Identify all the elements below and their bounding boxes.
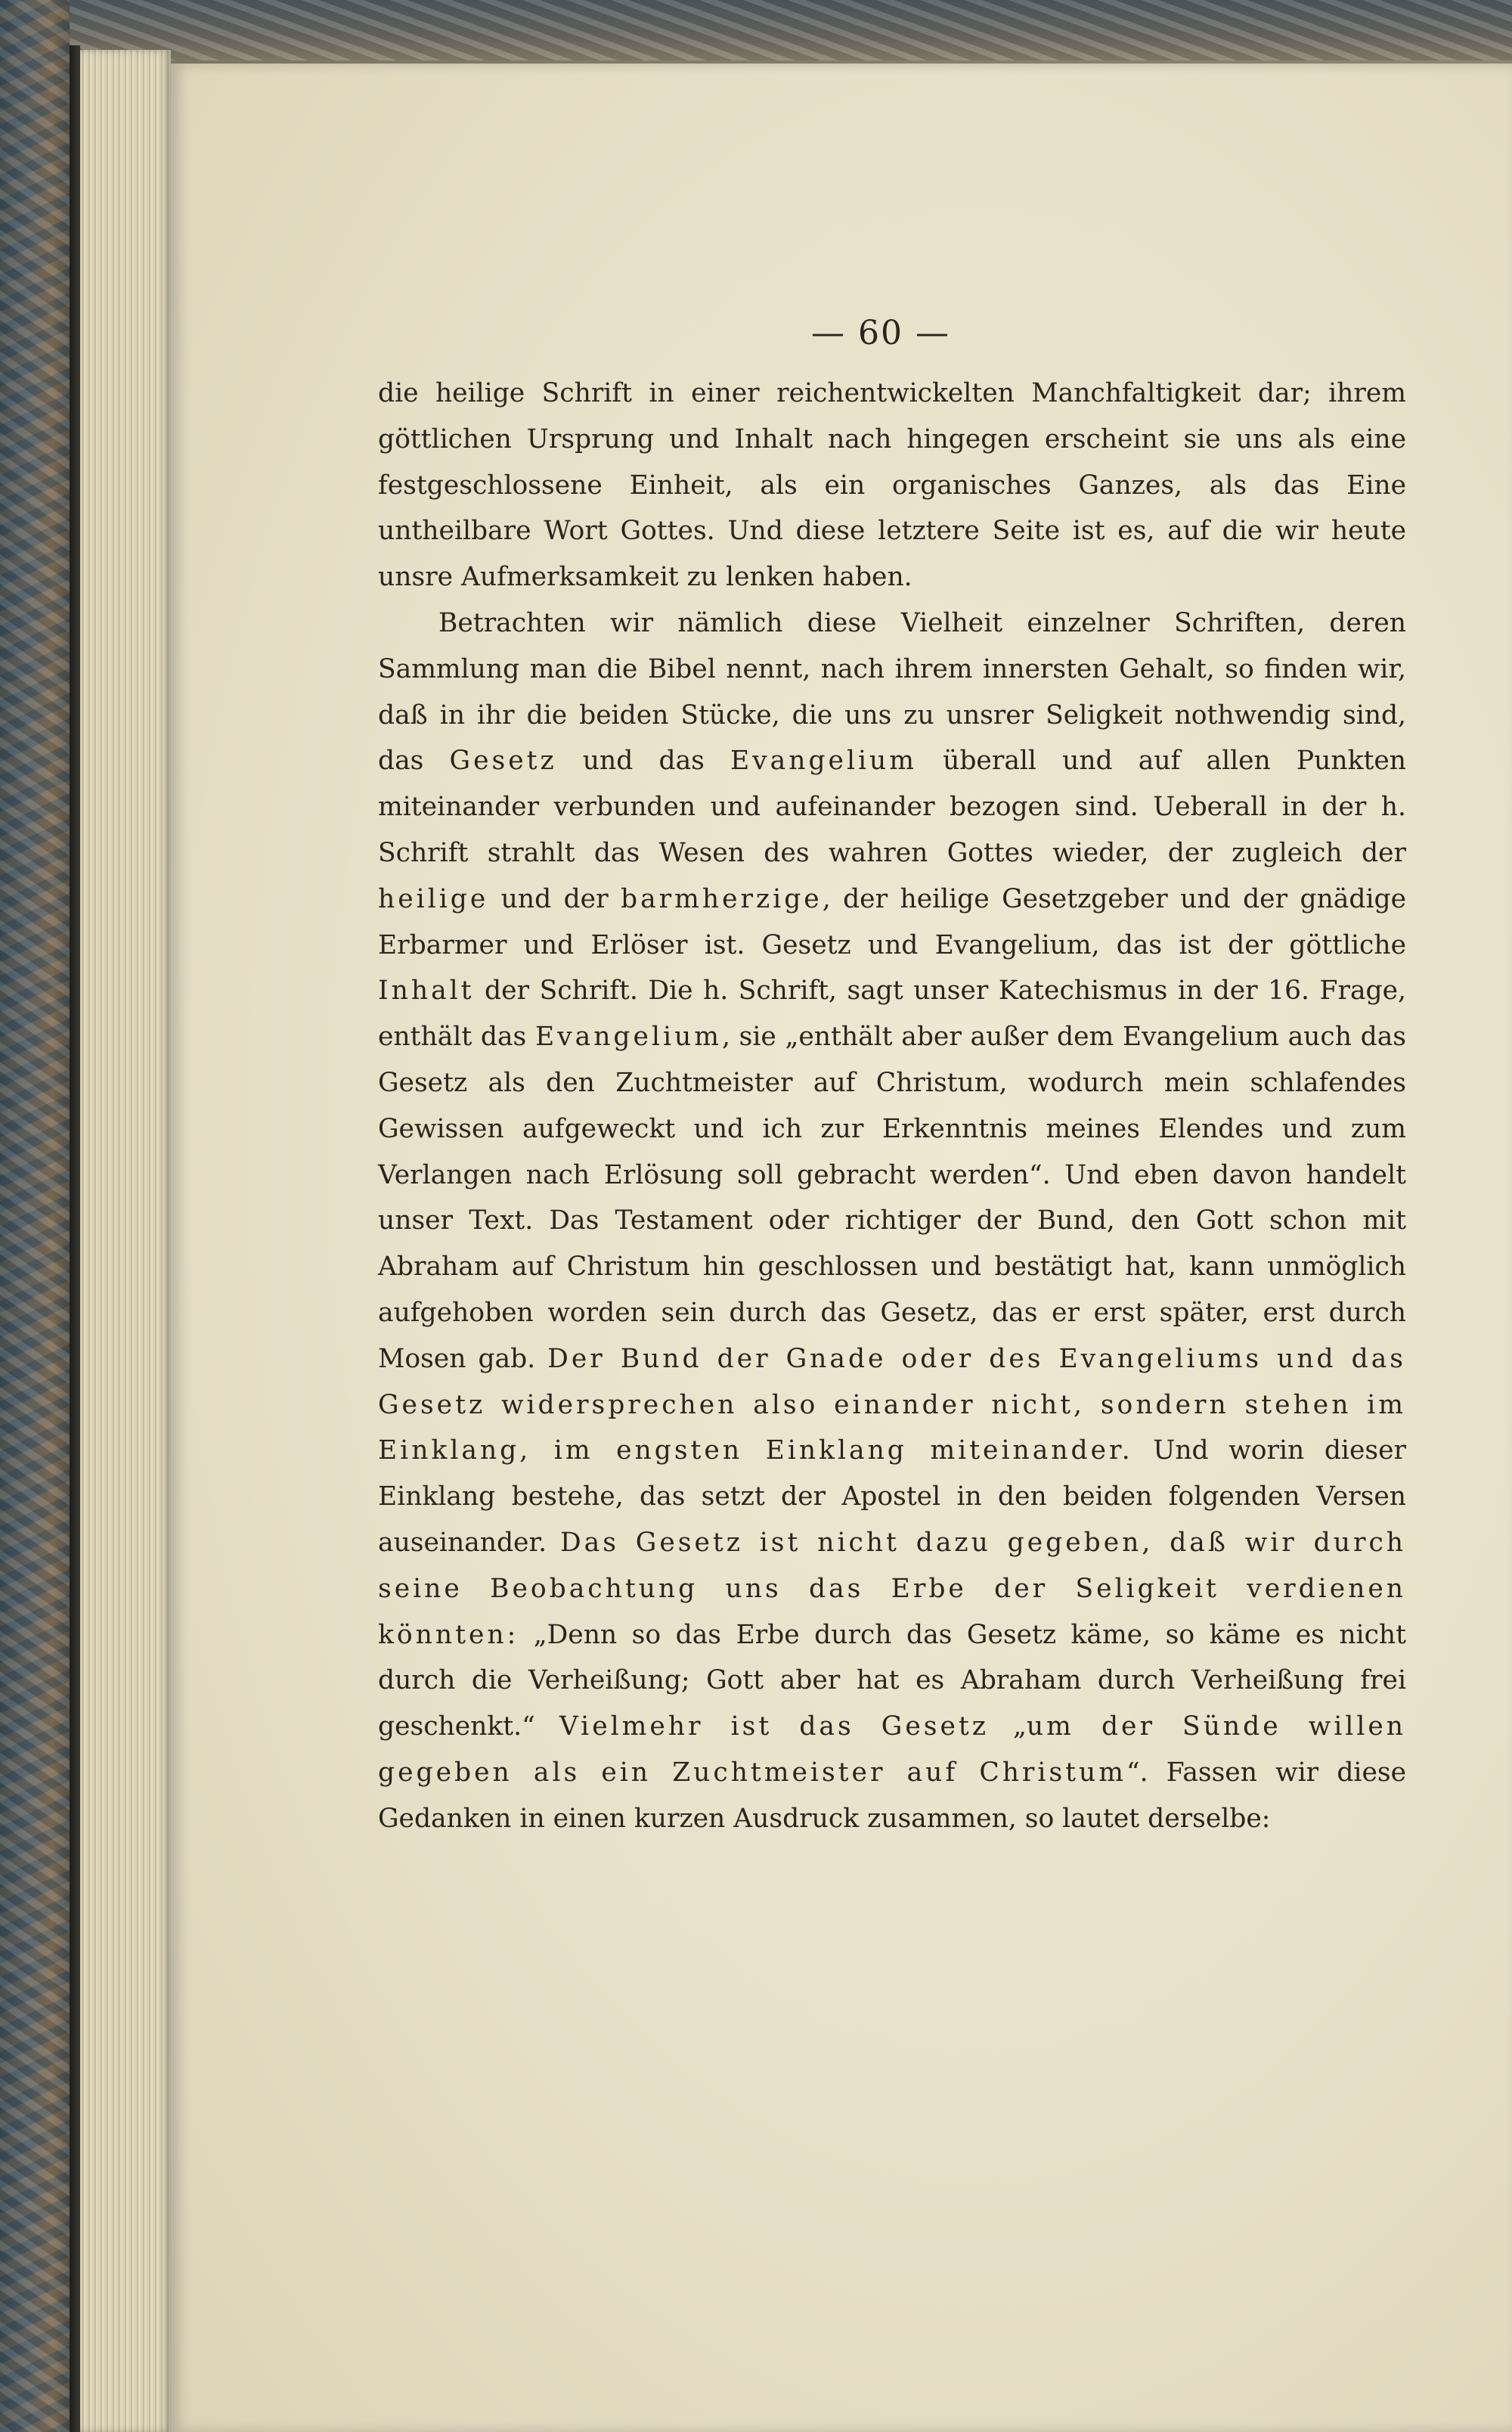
emphasis-spaced: Inhalt bbox=[378, 976, 475, 1007]
book-binding-edge bbox=[70, 45, 80, 2432]
paragraph-2 bbox=[378, 600, 1406, 1842]
text-run: der Schrift. Die h. Schrift, sagt unser Katechismus in der 16. Frage, enthält das bbox=[378, 976, 1406, 1053]
body-text bbox=[378, 371, 1406, 1842]
emphasis-spaced: Gesetz bbox=[449, 746, 557, 777]
text-run: „ bbox=[988, 1711, 1027, 1742]
emphasis-spaced: Vielmehr ist das Gesetz bbox=[559, 1711, 989, 1742]
text-run: und der bbox=[488, 883, 621, 914]
paragraph-1: die heilige Schrift in einer reichentwickelten Manchfaltigkeit dar; ihrem göttlichen Ursprung und Inhalt nach hingegen erscheint sie uns als eine festgeschlossene Einheit, als ein organisches Ganzes, als das Eine untheilbare Wort Gottes. Und diese letztere Seite ist es, auf die wir heute unsre Aufmerksamkeit zu lenken haben. bbox=[378, 378, 1406, 593]
emphasis-spaced: heilige bbox=[378, 883, 489, 914]
text-run: Und worin dieser Einklang bestehe, das setzt der Apostel in den beiden folgenden Versen auseinander. bbox=[378, 1435, 1406, 1558]
marbled-cover-top bbox=[70, 0, 1512, 60]
page-number: — 60 — bbox=[811, 314, 950, 352]
text-run: , der heilige Gesetzgeber und der gnädige Erbarmer und Erlöser ist. Gesetz und Evangelium, das ist der göttliche bbox=[378, 883, 1406, 960]
text-run: “. Fassen wir diese Gedanken in einen kurzen Ausdruck zusammen, so lautet derselbe: bbox=[378, 1757, 1406, 1834]
emphasis-spaced: um der Sünde willen gegeben als ein Zuchtmeister auf Christum bbox=[378, 1711, 1407, 1788]
emphasis-spaced: Das Gesetz ist nicht dazu gegeben, daß wir durch seine Beobachtung uns das Erbe der Seligkeit verdienen könnten: bbox=[378, 1527, 1406, 1650]
emphasis-spaced: Evangelium bbox=[534, 1022, 722, 1053]
emphasis-spaced: Evangelium bbox=[730, 746, 917, 777]
text-run: , sie „enthält aber außer dem Evangelium auch das Gesetz als den Zuchtmeister auf Christum, wodurch mein schlafendes Gewissen aufgeweckt und ich zur Erkenntnis meines Elendes und zum Verlangen nach Erlösung soll gebracht werden“. Und eben davon handelt unser Text. Das Testament oder richtiger der Bund, den Gott schon mit Abraham auf Christum hin geschlossen und bestätigt hat, kann unmöglich aufgehoben worden sein durch das Gesetz, das er erst später, erst durch Mosen gab. bbox=[378, 1022, 1406, 1374]
page-stack-edge bbox=[80, 50, 171, 2432]
text-run: und das bbox=[556, 746, 730, 777]
text-run: Betrachten wir nämlich diese Vielheit einzelner Schriften, deren Sammlung man die Bibel nennt, nach ihrem innersten Gehalt, so finden wir, daß in ihr die beiden Stücke, die uns zu unsrer Seligkeit nothwendig sind, das bbox=[378, 607, 1406, 777]
emphasis-spaced: Der Bund der Gnade oder des Evangeliums und das Gesetz widersprechen also einander nicht, sondern stehen im Einklang, im engsten Einklang miteinander. bbox=[378, 1343, 1407, 1466]
text-run: „Denn so das Erbe durch das Gesetz käme, so käme es nicht durch die Verheißung; Gott aber hat es Abraham durch Verheißung frei geschenkt.“ bbox=[378, 1619, 1406, 1742]
emphasis-spaced: barmherzige bbox=[621, 883, 823, 914]
text-run: überall und auf allen Punkten miteinander verbunden und aufeinander bezogen sind. Ueberall in der h. Schrift strahlt das Wesen des wahren Gottes wieder, der zugleich der bbox=[378, 746, 1406, 868]
marbled-cover-left bbox=[0, 0, 70, 2432]
